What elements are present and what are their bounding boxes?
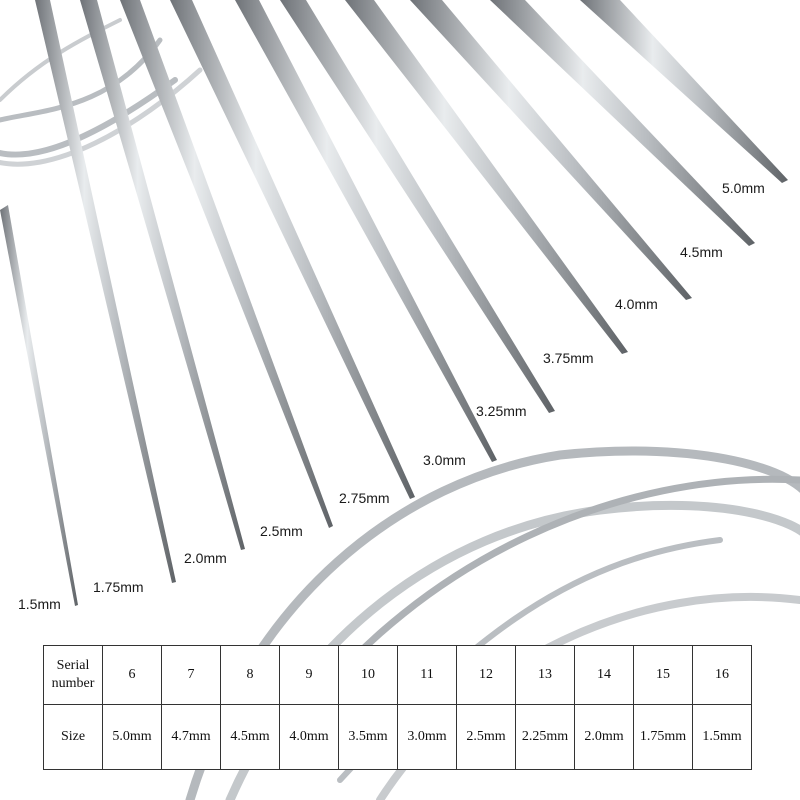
needle-1-5mm bbox=[0, 205, 78, 606]
size-table bbox=[43, 645, 752, 770]
size-cell: 4.5mm bbox=[221, 705, 280, 770]
needle-label-4-0mm: 4.0mm bbox=[615, 296, 658, 312]
needle-label-3-75mm: 3.75mm bbox=[543, 350, 594, 366]
serial-number-row bbox=[44, 646, 752, 705]
size-cell: 5.0mm bbox=[103, 705, 162, 770]
needle-label-1-75mm: 1.75mm bbox=[93, 579, 144, 595]
needle-label-4-5mm: 4.5mm bbox=[680, 244, 723, 260]
needle-label-2-0mm: 2.0mm bbox=[184, 550, 227, 566]
needle-label-5-0mm: 5.0mm bbox=[722, 180, 765, 196]
serial-cell: 15 bbox=[634, 646, 693, 705]
size-cell: 4.7mm bbox=[162, 705, 221, 770]
serial-cell: 14 bbox=[575, 646, 634, 705]
size-cell: 2.0mm bbox=[575, 705, 634, 770]
needle-label-2-5mm: 2.5mm bbox=[260, 523, 303, 539]
serial-cell: 16 bbox=[693, 646, 752, 705]
size-cell: 1.5mm bbox=[693, 705, 752, 770]
size-row bbox=[44, 705, 752, 770]
serial-cell: 9 bbox=[280, 646, 339, 705]
serial-number-header: Serial number bbox=[44, 646, 103, 705]
serial-cell: 11 bbox=[398, 646, 457, 705]
serial-cell: 13 bbox=[516, 646, 575, 705]
size-cell: 2.25mm bbox=[516, 705, 575, 770]
serial-cell: 8 bbox=[221, 646, 280, 705]
serial-cell: 6 bbox=[103, 646, 162, 705]
serial-cell: 7 bbox=[162, 646, 221, 705]
serial-cell: 10 bbox=[339, 646, 398, 705]
needle-label-1-5mm: 1.5mm bbox=[18, 596, 61, 612]
serial-cell: 12 bbox=[457, 646, 516, 705]
size-cell: 3.0mm bbox=[398, 705, 457, 770]
size-cell: 2.5mm bbox=[457, 705, 516, 770]
needle-label-3-0mm: 3.0mm bbox=[423, 452, 466, 468]
needle-label-2-75mm: 2.75mm bbox=[339, 490, 390, 506]
size-cell: 1.75mm bbox=[634, 705, 693, 770]
size-cell: 3.5mm bbox=[339, 705, 398, 770]
size-header: Size bbox=[44, 705, 103, 770]
needle-label-3-25mm: 3.25mm bbox=[476, 403, 527, 419]
size-cell: 4.0mm bbox=[280, 705, 339, 770]
